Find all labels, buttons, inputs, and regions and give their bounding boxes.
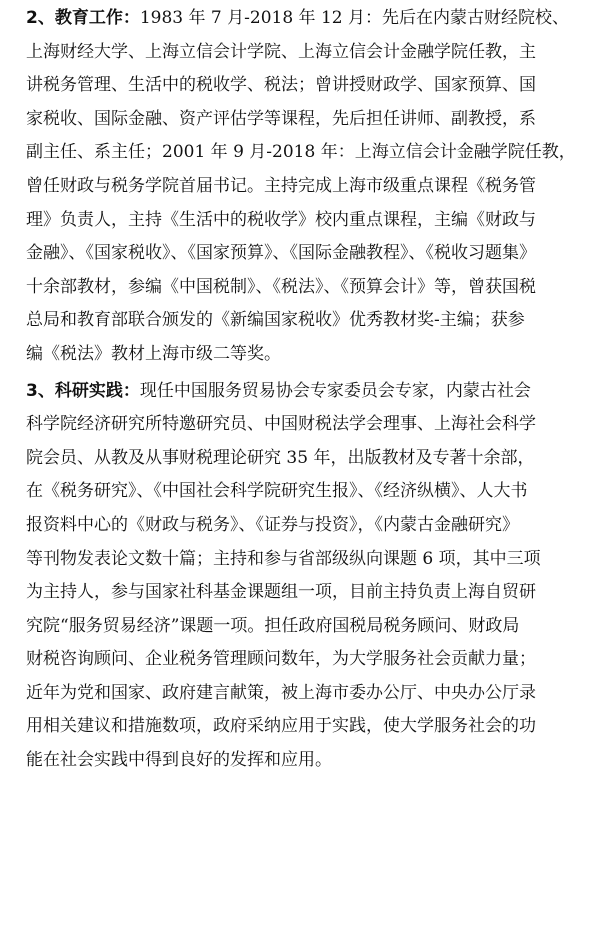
paragraph-line: 能在社会实践中得到良好的发挥和应用。 bbox=[26, 750, 332, 771]
paragraph-line: 金融》、《国家税收》、《国家预算》、《国际金融教程》、《税收习题集》 bbox=[26, 243, 536, 264]
paragraph-line: 为主持人，参与国家社科基金课题组一项，目前主持负责上海自贸研 bbox=[26, 582, 536, 603]
paragraph-text: 现任中国服务贸易协会专家委员会专家，内蒙古社会 bbox=[139, 380, 531, 401]
paragraph-line: 总局和教育部联合颁发的《新编国家税收》优秀教材奖-主编；获参 bbox=[26, 310, 525, 331]
paragraph-line: 讲税务管理、生活中的税收学、税法；曾讲授财政学、国家预算、国 bbox=[26, 75, 536, 96]
paragraph-line: 家税收、国际金融、资产评估学等课程，先后担任讲师、副教授，系 bbox=[26, 108, 536, 129]
paragraph-line: 院会员、从教及从事财税理论研究 35 年，出版教材及专著十余部， bbox=[26, 447, 535, 468]
paragraph-line bbox=[26, 375, 586, 409]
paragraph-text: 1983 年 7 月-2018 年 12 月：先后在内蒙古财经院校、 bbox=[139, 8, 569, 28]
paragraph-line: 等刊物发表论文数十篇；主持和参与省部级纵向课题 6 项，其中三项 bbox=[26, 548, 541, 569]
section-research bbox=[26, 375, 586, 778]
section-heading-education: 2、教育工作： bbox=[26, 8, 140, 28]
paragraph-line: 近年为党和国家、政府建言献策，被上海市委办公厅、中央办公厅录 bbox=[26, 682, 536, 703]
paragraph-line: 曾任财政与税务学院首届书记。主持完成上海市级重点课程《税务管 bbox=[26, 175, 536, 196]
paragraph-line: 理》负责人，主持《生活中的税收学》校内重点课程，主编《财政与 bbox=[26, 209, 536, 230]
paragraph-line: 财税咨询顾问、企业税务管理顾问数年，为大学服务社会贡献力量； bbox=[26, 649, 536, 670]
paragraph-line: 科学院经济研究所特邀研究员、中国财税法学会理事、上海社会科学 bbox=[26, 414, 536, 435]
paragraph-line bbox=[26, 2, 586, 36]
paragraph-line: 报资料中心的《财政与税务》、《证券与投资》，《内蒙古金融研究》 bbox=[26, 514, 519, 535]
paragraph-line: 究院“服务贸易经济”课题一项。担任政府国税局税务顾问、财政局 bbox=[26, 615, 520, 636]
section-heading-research: 3、科研实践： bbox=[26, 380, 140, 401]
paragraph-line: 用相关建议和措施数项，政府采纳应用于实践，使大学服务社会的功 bbox=[26, 716, 536, 737]
paragraph-line: 上海财经大学、上海立信会计学院、上海立信会计金融学院任教，主 bbox=[26, 41, 536, 62]
paragraph-line: 编《税法》教材上海市级二等奖。 bbox=[26, 343, 281, 364]
paragraph-line: 在《税务研究》、《中国社会科学院研究生报》、《经济纵横》、人大书 bbox=[26, 481, 528, 502]
paragraph-line: 十余部教材，参编《中国税制》、《税法》、《预算会计》等，曾获国税 bbox=[26, 276, 536, 297]
paragraph-line: 副主任、系主任；2001 年 9 月-2018 年：上海立信会计金融学院任教， bbox=[26, 142, 576, 163]
section-education bbox=[26, 2, 586, 372]
